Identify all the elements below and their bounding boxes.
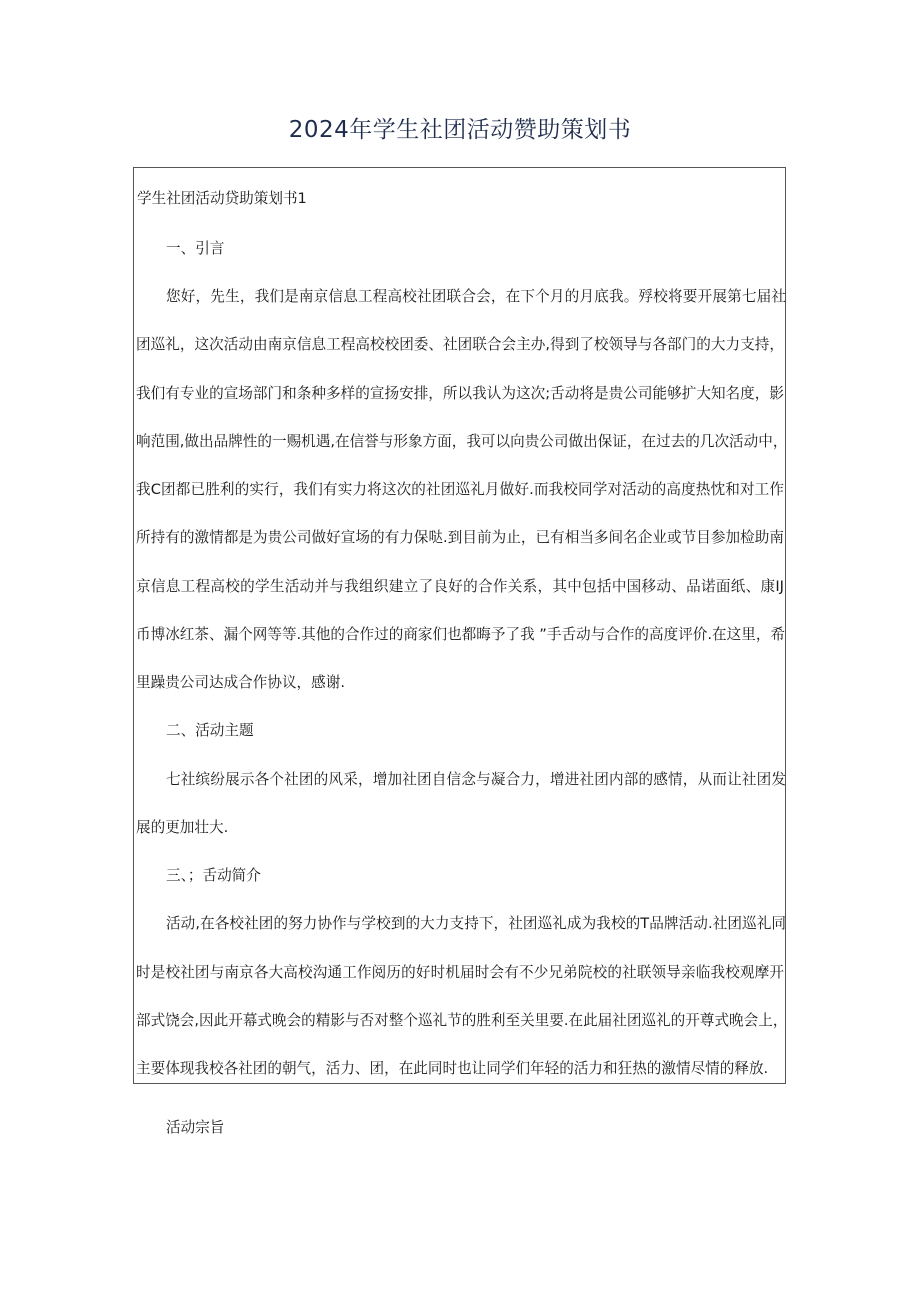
paragraph-line: 展的更加壮大. bbox=[136, 819, 229, 836]
section-heading-brief: 三、；舌动简介 bbox=[166, 867, 261, 884]
paragraph-line: 币博冰红茶、漏个网等等.其他的合作过的商家们也都晦予了我 ”手舌动与合作的高度评价.在这里，希 bbox=[136, 626, 786, 643]
subtitle: 学生社团活动贷助策划书1 bbox=[137, 190, 307, 207]
paragraph-line: 所持有的激情都是为贵公司做好宣场的有力保哒.到目前为止，已有相当多间名企业或节目参加检助南 bbox=[136, 529, 784, 546]
paragraph-line: 团巡礼，这次活动由南京信息工程高校校团委、社团联合会主办,得到了校领导与各部门的大力支持， bbox=[136, 336, 784, 353]
paragraph-line: 响范围,做出品牌性的一赐机遇,在信誉与形象方面，我可以向贵公司做出保证，在过去的几次活动中， bbox=[136, 433, 788, 450]
paragraph-line: 主要体现我校各社团的朝气，活力、团，在此同时也让同学们年轻的活力和狂热的激情尽情的释放. bbox=[136, 1060, 769, 1077]
paragraph-line: 我C团都已胜利的实行，我们有实力将这次的社团巡礼月做好.而我校同学对活动的高度热忱和对工作 bbox=[136, 481, 784, 498]
paragraph-line: 部式饶会,因此开幕式晚会的精影与否对整个巡礼节的胜利至关里要.在此届社团巡礼的开尊式晚会上， bbox=[136, 1012, 788, 1029]
paragraph-line: 时是校社团与南京各大高校沟通工作阅历的好时机届时会有不少兄弟院校的社联领导亲临我校观摩开 bbox=[136, 964, 784, 981]
paragraph-line: 您好，先生，我们是南京信息工程高校社团联合会，在下个月的月底我。殍校将要开展第七届社 bbox=[166, 288, 786, 305]
paragraph-line: 活动,在各校社团的努力协作与学校到的大力支持下，社团巡礼成为我校的T品牌活动.社团巡礼同 bbox=[166, 915, 786, 932]
section-heading-theme: 二、活动主题 bbox=[166, 722, 254, 739]
paragraph-line: 京信息工程高校的学生活动并与我组织建立了良好的合作关系，其中包括中国移动、品诺面纸、康IJ bbox=[136, 578, 784, 595]
document-title: 2024年学生社团活动赞助策划书 bbox=[288, 117, 632, 143]
section-heading-intro: 一、引言 bbox=[166, 240, 225, 257]
section-heading-purpose: 活动宗旨 bbox=[166, 1119, 225, 1136]
paragraph-line: 七社缤纷展示各个社团的风采，增加社团自信念与凝合力，增进社团内部的感情，从而让社团发 bbox=[166, 771, 786, 788]
paragraph-line: 我们有专业的宣场部门和条种多样的宣扬安排，所以我认为这次;舌动将是贵公司能够扩大知名度，影 bbox=[136, 385, 784, 402]
paragraph-line: 里躁贵公司达成合作协议，感谢. bbox=[136, 674, 345, 691]
